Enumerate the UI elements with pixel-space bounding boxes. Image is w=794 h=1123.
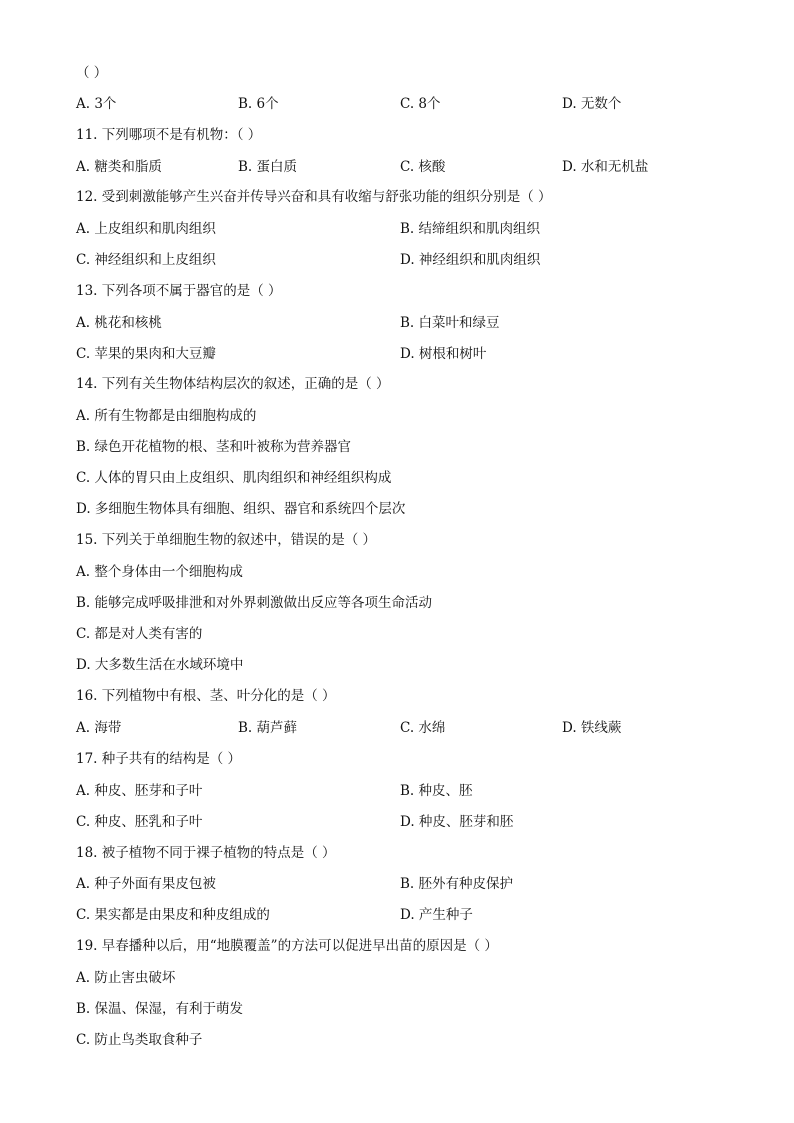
q11-option-b: B. 蛋白质 <box>238 159 298 175</box>
q11-stem: 11. 下列哪项不是有机物：（ ） <box>76 127 262 143</box>
q10-options <box>76 93 736 115</box>
q16-options <box>76 717 736 739</box>
q13-option-d: D. 树根和树叶 <box>400 346 487 362</box>
q12-option-d: D. 神经组织和肌肉组织 <box>400 252 541 268</box>
q16-option-b: B. 葫芦藓 <box>238 720 298 736</box>
q13-option-c: C. 苹果的果肉和大豆瓣 <box>76 346 216 362</box>
q14-option-b: B. 绿色开花植物的根、茎和叶被称为营养器官 <box>76 439 352 455</box>
answer-bracket: （ ） <box>76 65 108 81</box>
q11-option-d: D. 水和无机盐 <box>562 159 649 175</box>
q19-stem: 19. 早春播种以后，用“地膜覆盖”的方法可以促进早出苗的原因是（ ） <box>76 938 498 954</box>
q15-option-c: C. 都是对人类有害的 <box>76 626 203 642</box>
q15-stem: 15. 下列关于单细胞生物的叙述中，错误的是（ ） <box>76 532 377 548</box>
q17-stem: 17. 种子共有的结构是（ ） <box>76 751 242 767</box>
q18-option-a: A. 种子外面有果皮包被 <box>76 876 216 892</box>
q19-option-b: B. 保温、保湿，有利于萌发 <box>76 1001 244 1017</box>
q15-option-a: A. 整个身体由一个细胞构成 <box>76 564 243 580</box>
q17-option-d: D. 种皮、胚芽和胚 <box>400 814 514 830</box>
q12-option-c: C. 神经组织和上皮组织 <box>76 252 216 268</box>
q13-options-row1 <box>76 312 736 334</box>
q16-option-d: D. 铁线蕨 <box>562 720 622 736</box>
q19-option-a: A. 防止害虫破坏 <box>76 970 176 986</box>
q18-option-c: C. 果实都是由果皮和种皮组成的 <box>76 907 270 923</box>
q12-options-row2 <box>76 249 736 271</box>
q12-stem: 12. 受到刺激能够产生兴奋并传导兴奋和具有收缩与舒张功能的组织分别是（ ） <box>76 189 552 205</box>
q17-options-row1 <box>76 780 736 802</box>
q18-option-b: B. 胚外有种皮保护 <box>400 876 514 892</box>
q11-option-c: C. 核酸 <box>400 159 446 175</box>
q18-option-d: D. 产生种子 <box>400 907 473 923</box>
q11-option-a: A. 糖类和脂质 <box>76 159 162 175</box>
q10-option-c: C. 8个 <box>400 96 441 112</box>
q17-option-b: B. 种皮、胚 <box>400 783 473 799</box>
q12-options-row1 <box>76 218 736 240</box>
q17-option-a: A. 种皮、胚芽和子叶 <box>76 783 203 799</box>
q10-option-b: B. 6个 <box>238 96 279 112</box>
q11-options <box>76 156 736 178</box>
q13-stem: 13. 下列各项不属于器官的是（ ） <box>76 283 282 299</box>
q13-option-b: B. 白菜叶和绿豆 <box>400 315 500 331</box>
q19-option-c: C. 防止鸟类取食种子 <box>76 1032 203 1048</box>
q18-stem: 18. 被子植物不同于裸子植物的特点是（ ） <box>76 845 336 861</box>
q15-option-b: B. 能够完成呼吸排泄和对外界刺激做出反应等各项生命活动 <box>76 595 433 611</box>
q12-option-b: B. 结缔组织和肌肉组织 <box>400 221 541 237</box>
q14-stem: 14. 下列有关生物体结构层次的叙述，正确的是（ ） <box>76 376 390 392</box>
q13-option-a: A. 桃花和核桃 <box>76 315 162 331</box>
q14-option-d: D. 多细胞生物体具有细胞、组织、器官和系统四个层次 <box>76 501 406 517</box>
q16-stem: 16. 下列植物中有根、茎、叶分化的是（ ） <box>76 688 336 704</box>
q14-option-c: C. 人体的胃只由上皮组织、肌肉组织和神经组织构成 <box>76 470 392 486</box>
q10-option-a: A. 3个 <box>76 96 117 112</box>
q13-options-row2 <box>76 343 736 365</box>
q18-options-row1 <box>76 873 736 895</box>
q16-option-c: C. 水绵 <box>400 720 446 736</box>
q14-option-a: A. 所有生物都是由细胞构成的 <box>76 408 257 424</box>
q17-option-c: C. 种皮、胚乳和子叶 <box>76 814 203 830</box>
q12-option-a: A. 上皮组织和肌肉组织 <box>76 221 216 237</box>
q15-option-d: D. 大多数生活在水域环境中 <box>76 657 244 673</box>
q16-option-a: A. 海带 <box>76 720 122 736</box>
q17-options-row2 <box>76 811 736 833</box>
q18-options-row2 <box>76 904 736 926</box>
q10-option-d: D. 无数个 <box>562 96 622 112</box>
